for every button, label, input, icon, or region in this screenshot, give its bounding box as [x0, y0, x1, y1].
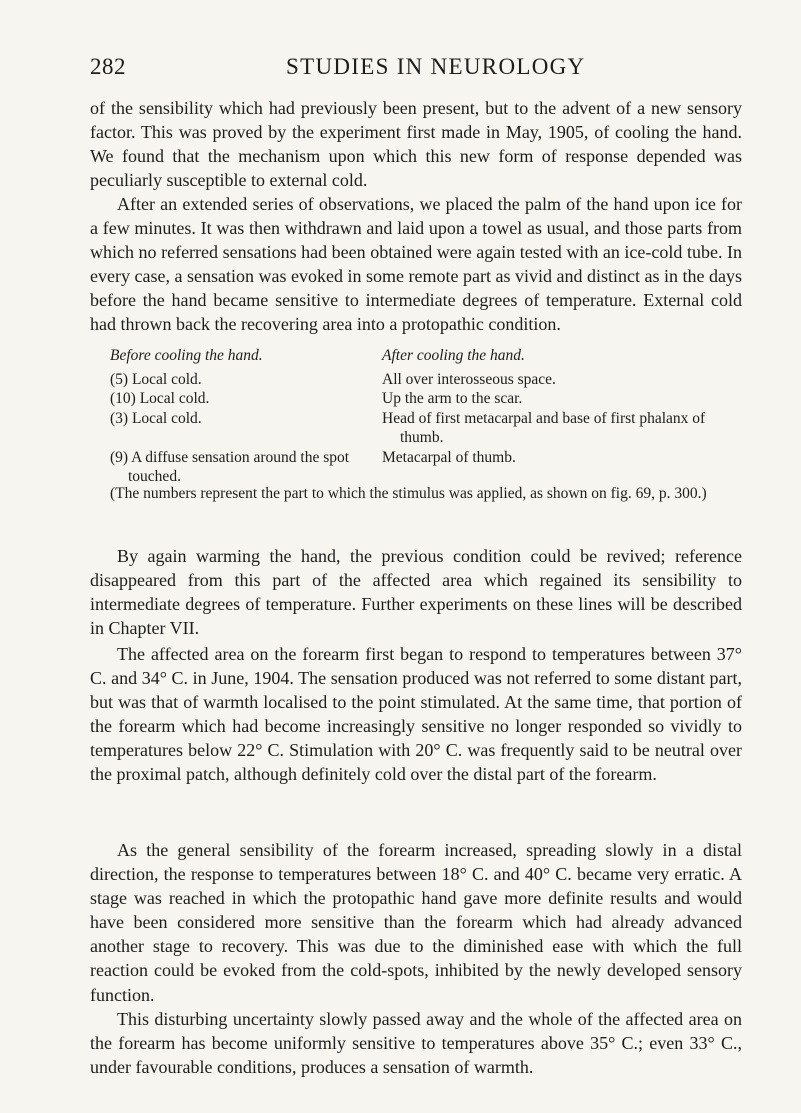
paragraph-2: After an extended series of observations, we placed the palm of the hand upon ice for a few minutes. It was then withdrawn and laid upon a towel as usual, and those parts from which no referred sensations had been obtained were again tested with an ice-cold tube. In every case, a sensation was evoked in some remote part as vivid and distinct as in the days before the hand became sensitive to intermediate degrees of temperature. External cold had thrown back the recovering area into a protopathic condition. [90, 194, 742, 335]
after-cooling-column [382, 346, 742, 467]
before-cooling-heading: Before cooling the hand. [110, 347, 263, 364]
table-row-before: (10) Local cold. [110, 390, 210, 407]
table-note: (The numbers represent the part to which the stimulus was applied, as shown on fig. 69, p. 300.) [110, 485, 707, 502]
before-cooling-column [110, 346, 380, 487]
page-number: 282 [90, 54, 126, 79]
table-row-after: Up the arm to the scar. [382, 390, 523, 407]
paragraph-3: By again warming the hand, the previous condition could be revived; reference disappeared from this part of the affected area which regained its sensibility to intermediate degrees of temperature. Further experiments on these lines will be described in Chapter VII. [90, 546, 742, 639]
table-row-before: (3) Local cold. [110, 409, 202, 427]
paragraph-4: The affected area on the forearm first began to respond to temperatures between 37° C. and 34° C. in June, 1904. The sensation produced was not referred to some distant part, but was that of warmth localised to the point stimulated. At the same time, that portion of the forearm which had become increasingly sensitive no longer responded so vividly to temperatures below 22° C. Stimulation with 20° C. was frequently said to be neutral over the proximal patch, although definitely cold over the distal part of the forearm. [90, 644, 742, 785]
page-header [90, 54, 740, 84]
paragraph-1: of the sensibility which had previously been present, but to the advent of a new sensory factor. This was proved by the experiment first made in May, 1905, of cooling the hand. We found that the mechanism upon which this new form of response depended was peculiarly susceptible to external cold. [90, 98, 742, 191]
table-row-after: Metacarpal of thumb. [382, 448, 516, 466]
after-cooling-heading: After cooling the hand. [382, 347, 525, 364]
running-head: STUDIES IN NEUROLOGY [286, 54, 586, 79]
paragraph-6: This disturbing uncertainty slowly passed away and the whole of the affected area on the forearm has become uniformly sensitive to temperatures above 35° C.; even 33° C., under favourable conditions, produces a sensation of warmth. [90, 1009, 742, 1078]
table-row-after: All over interosseous space. [382, 370, 556, 388]
table-row-before: (9) A diffuse sensation around the spot touched. [110, 448, 350, 485]
paragraph-5: As the general sensibility of the forearm increased, spreading slowly in a distal direction, the response to temperatures between 18° C. and 40° C. became very erratic. A stage was reached in which the protopathic hand gave more definite results and would have been considered more sensitive than the forearm which had already advanced another stage to recovery. This was due to the diminished ease with which the full reaction could be evoked from the cold-spots, inhibited by the newly developed sensory function. [90, 840, 742, 1005]
table-row-before: (5) Local cold. [110, 370, 202, 388]
table-row-after: Head of first metacarpal and base of first phalanx of thumb. [382, 409, 706, 446]
